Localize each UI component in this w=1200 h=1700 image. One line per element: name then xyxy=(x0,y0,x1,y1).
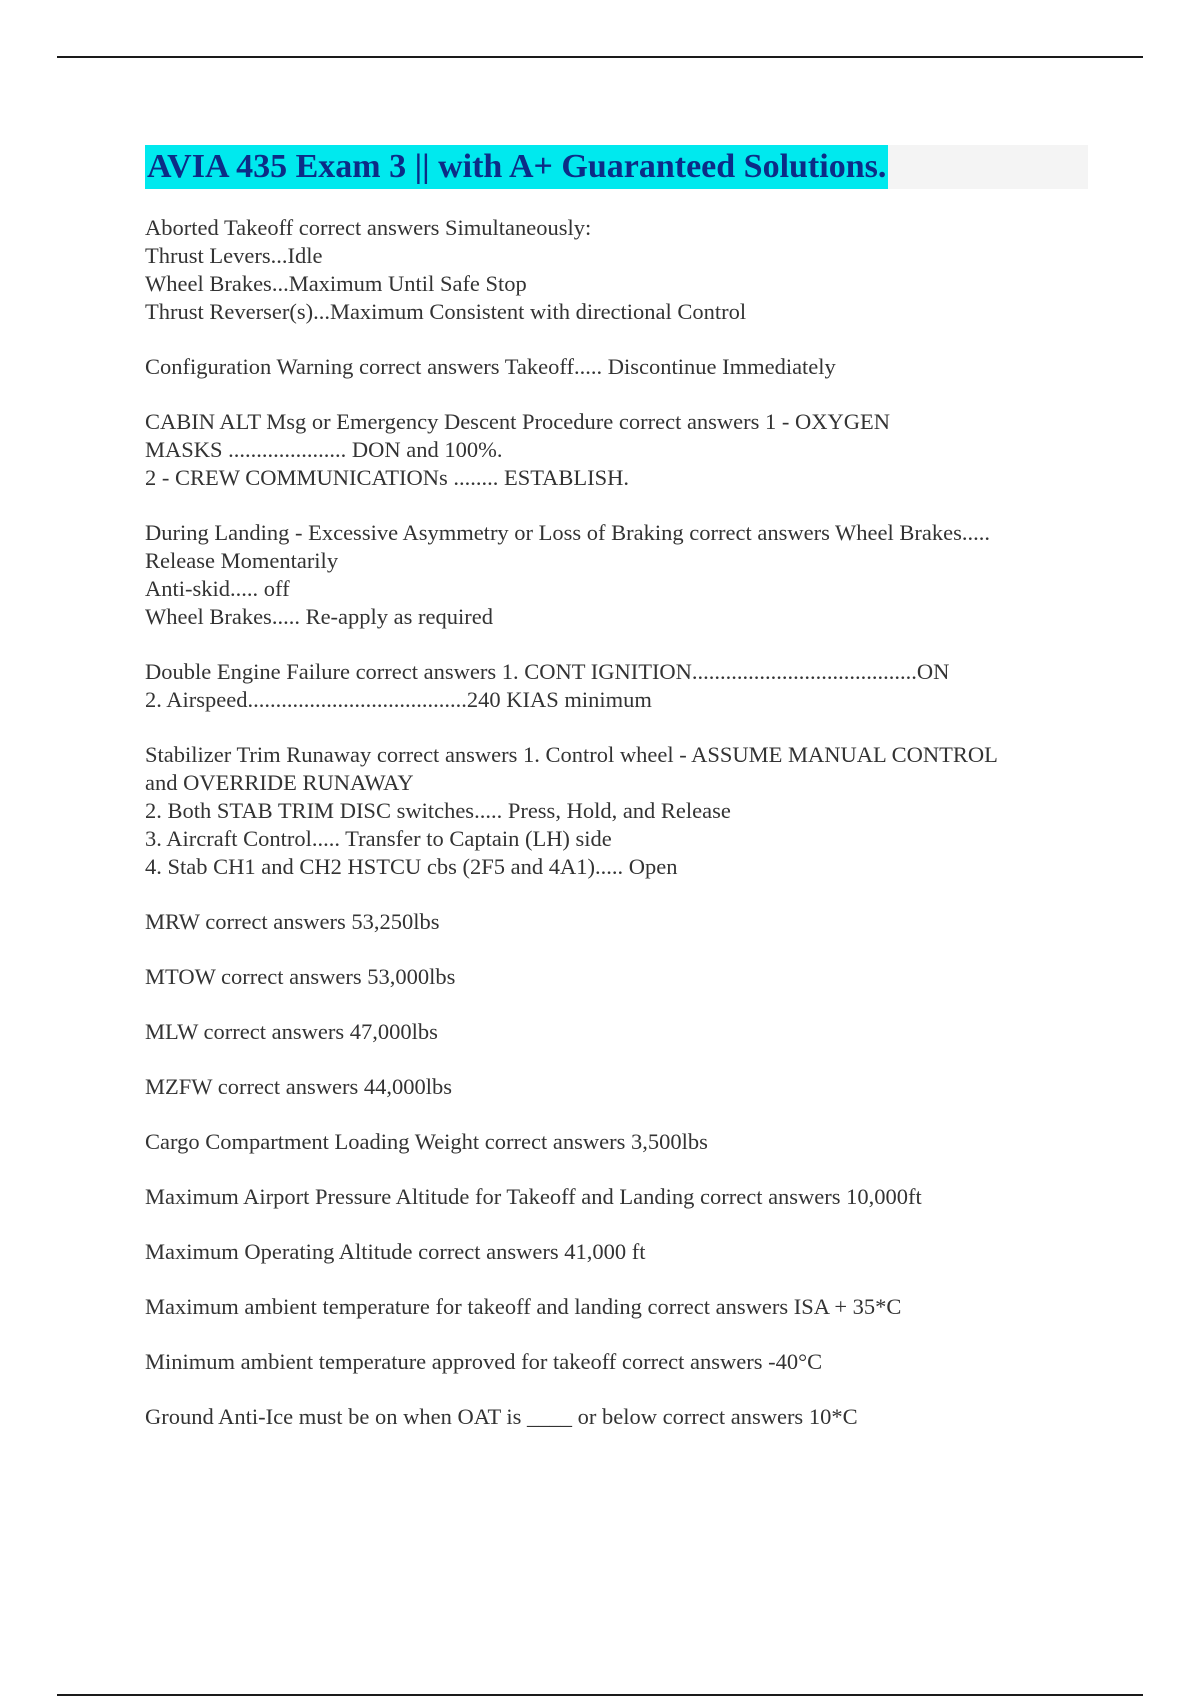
qa-entry-line: Double Engine Failure correct answers 1. CONT IGNITION........................................ON xyxy=(145,659,950,684)
qa-entry-line: Stabilizer Trim Runaway correct answers 1. Control wheel - ASSUME MANUAL CONTROL xyxy=(145,742,998,767)
qa-entry-line: MTOW correct answers 53,000lbs xyxy=(145,964,456,989)
qa-entry xyxy=(145,1348,1105,1376)
qa-entry-line: CABIN ALT Msg or Emergency Descent Procedure correct answers 1 - OXYGEN xyxy=(145,409,891,434)
document-body xyxy=(145,214,1105,1458)
qa-entry xyxy=(145,1073,1105,1101)
qa-entry-line: During Landing - Excessive Asymmetry or Loss of Braking correct answers Wheel Brakes..... xyxy=(145,520,990,545)
qa-entry-line: Release Momentarily xyxy=(145,548,339,573)
qa-entry-line: 4. Stab CH1 and CH2 HSTCU cbs (2F5 and 4A1)..... Open xyxy=(145,854,678,879)
qa-entry-line: Minimum ambient temperature approved for takeoff correct answers -40°C xyxy=(145,1349,823,1374)
qa-entry xyxy=(145,1238,1105,1266)
document-title: AVIA 435 Exam 3 || with A+ Guaranteed Solutions. xyxy=(145,145,888,189)
qa-entry-line: Maximum Operating Altitude correct answers 41,000 ft xyxy=(145,1239,646,1264)
qa-entry-line: Thrust Reverser(s)...Maximum Consistent with directional Control xyxy=(145,299,747,324)
qa-entry-line: Aborted Takeoff correct answers Simultaneously: xyxy=(145,215,592,240)
qa-entry xyxy=(145,353,1105,381)
qa-entry-line: 3. Aircraft Control..... Transfer to Captain (LH) side xyxy=(145,826,612,851)
qa-entry xyxy=(145,1128,1105,1156)
qa-entry-line: Configuration Warning correct answers Takeoff..... Discontinue Immediately xyxy=(145,354,836,379)
qa-entry-line: MASKS ..................... DON and 100%. xyxy=(145,437,503,462)
qa-entry xyxy=(145,214,1105,326)
qa-entry-line: Anti-skid..... off xyxy=(145,576,290,601)
qa-entry xyxy=(145,408,1105,492)
qa-entry-line: 2. Airspeed.......................................240 KIAS minimum xyxy=(145,687,652,712)
qa-entry-line: Wheel Brakes...Maximum Until Safe Stop xyxy=(145,271,527,296)
qa-entry xyxy=(145,741,1105,881)
qa-entry-line: Maximum ambient temperature for takeoff and landing correct answers ISA + 35*C xyxy=(145,1294,902,1319)
qa-entry-line: Cargo Compartment Loading Weight correct answers 3,500lbs xyxy=(145,1129,708,1154)
top-rule xyxy=(57,56,1143,58)
qa-entry-line: Wheel Brakes..... Re-apply as required xyxy=(145,604,493,629)
qa-entry-line: MZFW correct answers 44,000lbs xyxy=(145,1074,453,1099)
qa-entry xyxy=(145,1183,1105,1211)
qa-entry-line: Maximum Airport Pressure Altitude for Takeoff and Landing correct answers 10,000ft xyxy=(145,1184,922,1209)
qa-entry-line: 2 - CREW COMMUNICATIONs ........ ESTABLISH. xyxy=(145,465,630,490)
qa-entry xyxy=(145,908,1105,936)
qa-entry xyxy=(145,1018,1105,1046)
qa-entry-line: Thrust Levers...Idle xyxy=(145,243,323,268)
qa-entry xyxy=(145,1403,1105,1431)
qa-entry xyxy=(145,963,1105,991)
bottom-rule xyxy=(57,1694,1143,1696)
qa-entry-line: MRW correct answers 53,250lbs xyxy=(145,909,440,934)
qa-entry-line: 2. Both STAB TRIM DISC switches..... Press, Hold, and Release xyxy=(145,798,731,823)
qa-entry-line: Ground Anti-Ice must be on when OAT is ____ or below correct answers 10*C xyxy=(145,1404,858,1429)
qa-entry xyxy=(145,519,1105,631)
qa-entry xyxy=(145,1293,1105,1321)
qa-entry-line: and OVERRIDE RUNAWAY xyxy=(145,770,414,795)
qa-entry-line: MLW correct answers 47,000lbs xyxy=(145,1019,438,1044)
qa-entry xyxy=(145,658,1105,714)
